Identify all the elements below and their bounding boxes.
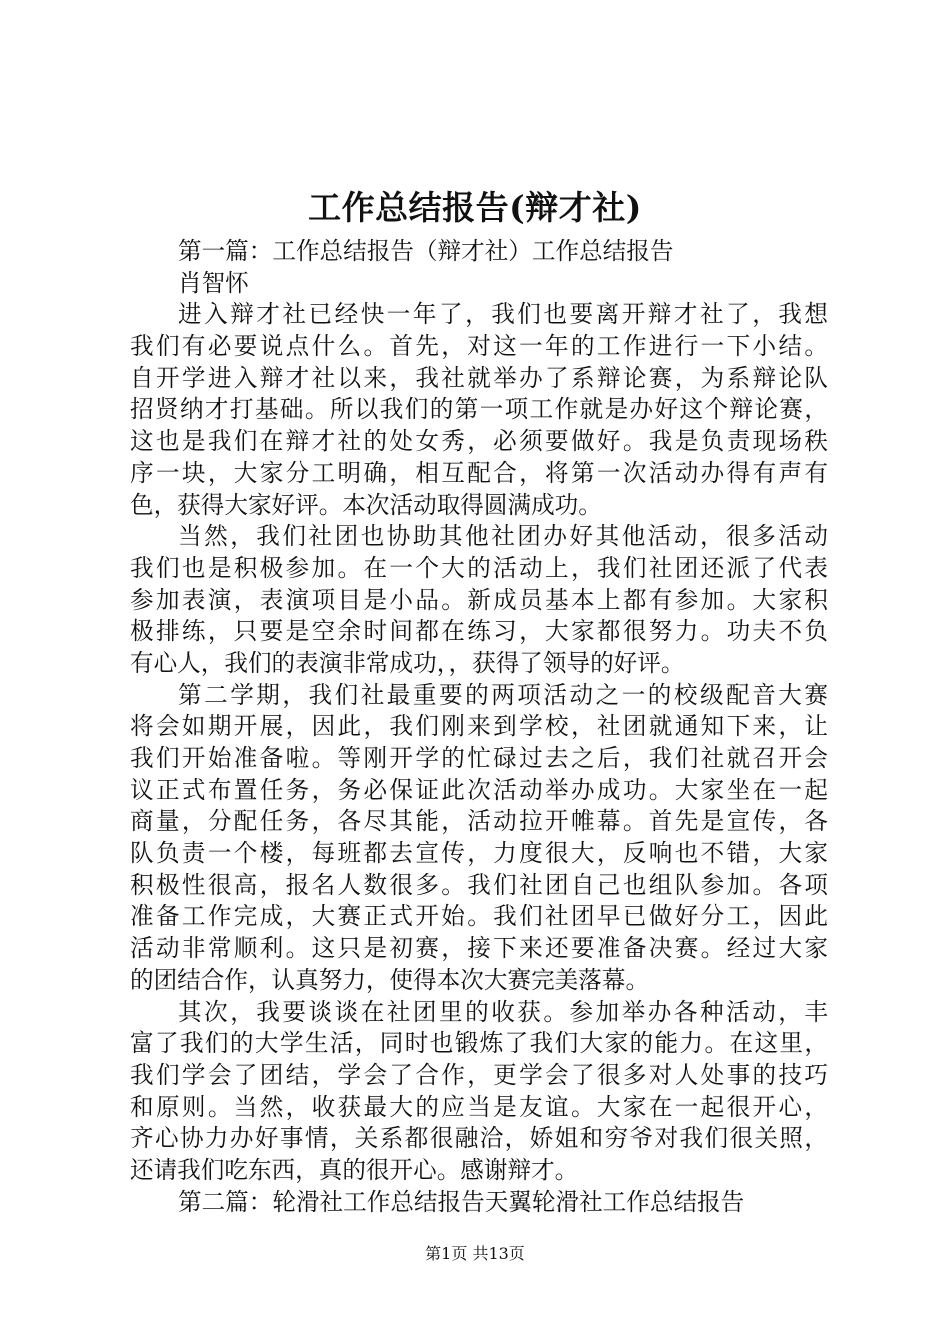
paragraph-line: 其次，我要谈谈在社团里的收获。参加举办各种活动，丰 — [178, 997, 828, 1026]
paragraph-line: 我们学会了团结，学会了合作，更学会了很多对人处事的技巧 — [130, 1060, 828, 1089]
paragraph-line: 我们开始准备啦。等刚开学的忙碌过去之后，我们社就召开会 — [130, 744, 828, 772]
paragraph-line: 第二学期，我们社最重要的两项活动之一的校级配音大赛 — [178, 680, 828, 709]
paragraph-line: 色，获得大家好评。本次活动取得圆满成功。 — [130, 490, 602, 519]
paragraph-line: 准备工作完成，大赛正式开始。我们社团早已做好分工，因此 — [130, 902, 828, 931]
section-heading-2: 第二篇：轮滑社工作总结报告天翼轮滑社工作总结报告 — [178, 1187, 745, 1216]
paragraph-line: 将会如期开展，因此，我们刚来到学校，社团就通知下来，让 — [130, 712, 828, 741]
paragraph-line: 我们有必要说点什么。首先，对这一年的工作进行一下小结。 — [130, 332, 828, 361]
author-name: 肖智怀 — [178, 268, 249, 297]
paragraph-line: 商量，分配任务，各尽其能，活动拉开帷幕。首先是宣传，各 — [130, 807, 828, 836]
paragraph-line: 自开学进入辩才社以来，我社就举办了系辩论赛，为系辩论队 — [130, 363, 828, 392]
paragraph-line: 积极性很高，报名人数很多。我们社团自己也组队参加。各项 — [130, 870, 828, 899]
paragraph-line: 队负责一个楼，每班都去宣传，力度很大，反响也不错，大家 — [130, 839, 828, 868]
section-heading-1: 第一篇：工作总结报告（辩才社）工作总结报告 — [178, 237, 674, 265]
paragraph-line: 齐心协力办好事情，关系都很融洽，娇姐和穷爷对我们很关照， — [130, 1124, 828, 1153]
paragraph-line: 序一块，大家分工明确，相互配合，将第一次活动办得有声有 — [130, 458, 828, 487]
paragraph-line: 富了我们的大学生活，同时也锻炼了我们大家的能力。在这里， — [130, 1029, 828, 1058]
paragraph-line: 活动非常顺利。这只是初赛，接下来还要准备决赛。经过大家 — [130, 934, 828, 963]
paragraph-line: 还请我们吃东西，真的很开心。感谢辩才。 — [130, 1155, 579, 1184]
document-title: 工作总结报告(辩才社) — [308, 188, 642, 227]
paragraph-line: 这也是我们在辩才社的处女秀，必须要做好。我是负责现场秩 — [130, 427, 828, 456]
paragraph-line: 参加表演，表演项目是小品。新成员基本上都有参加。大家积 — [130, 585, 828, 614]
paragraph-line: 极排练，只要是空余时间都在练习，大家都很努力。功夫不负 — [130, 617, 828, 646]
paragraph-line: 的团结合作，认真努力，使得本次大赛完美落幕。 — [130, 965, 650, 994]
document-body — [130, 236, 828, 1218]
paragraph-line: 招贤纳才打基础。所以我们的第一项工作就是办好这个辩论赛， — [130, 395, 828, 424]
paragraph-line: 进入辩才社已经快一年了，我们也要离开辩才社了，我想 — [178, 300, 828, 329]
paragraph-line: 有心人，我们的表演非常成功，，获得了领导的好评。 — [130, 648, 685, 677]
paragraph-line: 议正式布置任务，务必保证此次活动举办成功。大家坐在一起 — [130, 775, 828, 804]
page-number-footer: 第1页 共13页 — [425, 1244, 525, 1263]
paragraph-line: 和原则。当然，收获最大的应当是友谊。大家在一起很开心， — [130, 1092, 828, 1121]
paragraph-line: 我们也是积极参加。在一个大的活动上，我们社团还派了代表 — [130, 553, 828, 582]
paragraph-line: 当然，我们社团也协助其他社团办好其他活动，很多活动 — [178, 522, 828, 551]
